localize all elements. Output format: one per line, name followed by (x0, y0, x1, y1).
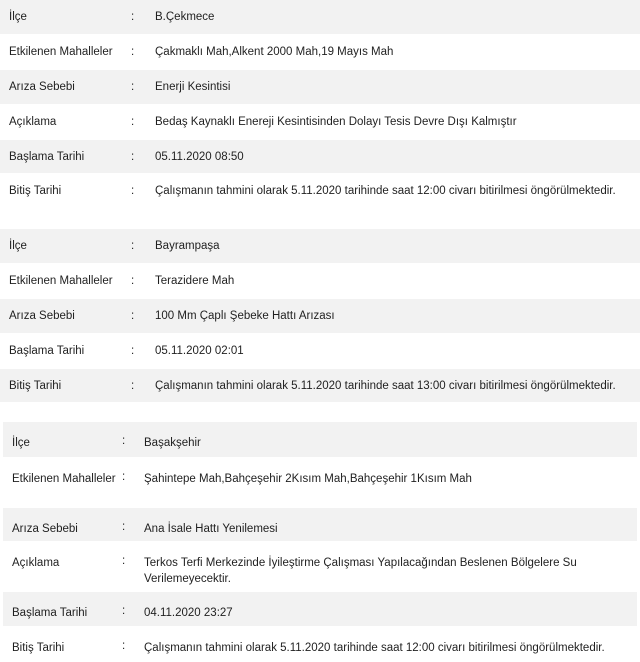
field-separator: : (127, 70, 145, 105)
field-label: Bitiş Tarihi (3, 626, 116, 661)
field-separator: : (127, 35, 145, 70)
field-label: Açıklama (3, 541, 116, 591)
field-separator: : (127, 104, 145, 139)
table-row (0, 229, 640, 264)
field-separator: : (127, 0, 145, 35)
field-separator: : (127, 229, 145, 264)
field-label: Etkilenen Mahalleler (3, 457, 116, 507)
field-separator: : (116, 541, 134, 591)
field-separator: : (127, 333, 145, 368)
field-label: Arıza Sebebi (0, 299, 127, 334)
field-separator: : (116, 507, 134, 541)
field-value: Çalışmanın tahmini olarak 5.11.2020 tarihinde saat 12:00 civarı bitirilmesi öngörülmektedir. (145, 174, 640, 209)
field-value: 05.11.2020 08:50 (145, 139, 640, 174)
table-row (0, 104, 640, 139)
field-value: Şahintepe Mah,Bahçeşehir 2Kısım Mah,Bahçeşehir 1Kısım Mah (134, 457, 637, 507)
table-row (0, 139, 640, 174)
field-separator: : (116, 457, 134, 507)
field-value: Bedaş Kaynaklı Enereji Kesintisinden Dolayı Tesis Devre Dışı Kalmıştır (145, 104, 640, 139)
field-value: Başakşehir (134, 422, 637, 457)
field-label: Etkilenen Mahalleler (0, 264, 127, 299)
field-value: 04.11.2020 23:27 (134, 591, 637, 626)
field-separator: : (127, 299, 145, 334)
field-value: Ana İsale Hattı Yenilemesi (134, 507, 637, 541)
field-label: Etkilenen Mahalleler (0, 35, 127, 70)
outage-table-2 (0, 229, 640, 403)
field-value: Enerji Kesintisi (145, 70, 640, 105)
field-separator: : (116, 626, 134, 661)
field-label: Arıza Sebebi (0, 70, 127, 105)
field-separator: : (116, 422, 134, 457)
field-separator: : (116, 591, 134, 626)
field-value: 100 Mm Çaplı Şebeke Hattı Arızası (145, 299, 640, 334)
field-value: Bayrampaşa (145, 229, 640, 264)
field-label: Başlama Tarihi (0, 139, 127, 174)
field-label: Başlama Tarihi (0, 333, 127, 368)
field-value: 05.11.2020 02:01 (145, 333, 640, 368)
table-row (0, 70, 640, 105)
field-label: İlçe (0, 229, 127, 264)
field-separator: : (127, 264, 145, 299)
field-value: B.Çekmece (145, 0, 640, 35)
table-row (3, 591, 637, 626)
field-value: Terazidere Mah (145, 264, 640, 299)
table-row (0, 0, 640, 35)
field-label: Başlama Tarihi (3, 591, 116, 626)
table-row (3, 626, 637, 661)
field-value: Çalışmanın tahmini olarak 5.11.2020 tarihinde saat 13:00 civarı bitirilmesi öngörülmektedir. (145, 368, 640, 403)
field-label: Bitiş Tarihi (0, 368, 127, 403)
table-row (3, 541, 637, 591)
table-row (3, 457, 637, 507)
table-row (0, 299, 640, 334)
table-row (0, 174, 640, 209)
table-row (0, 264, 640, 299)
outage-table-1 (0, 0, 640, 209)
field-label: İlçe (0, 0, 127, 35)
field-separator: : (127, 368, 145, 403)
table-row (0, 35, 640, 70)
table-row (3, 422, 637, 457)
table-row (0, 333, 640, 368)
field-label: İlçe (3, 422, 116, 457)
field-value: Çalışmanın tahmini olarak 5.11.2020 tarihinde saat 12:00 civarı bitirilmesi öngörülmektedir. (134, 626, 637, 661)
field-separator: : (127, 139, 145, 174)
table-row (0, 368, 640, 403)
field-label: Arıza Sebebi (3, 507, 116, 541)
field-label: Bitiş Tarihi (0, 174, 127, 209)
field-separator: : (127, 174, 145, 209)
field-value: Terkos Terfi Merkezinde İyileştirme Çalışması Yapılacağından Beslenen Bölgelere Su Verilemeyecektir. (134, 541, 637, 591)
table-row (3, 507, 637, 541)
field-label: Açıklama (0, 104, 127, 139)
outage-table-3 (3, 422, 637, 662)
field-value: Çakmaklı Mah,Alkent 2000 Mah,19 Mayıs Mah (145, 35, 640, 70)
